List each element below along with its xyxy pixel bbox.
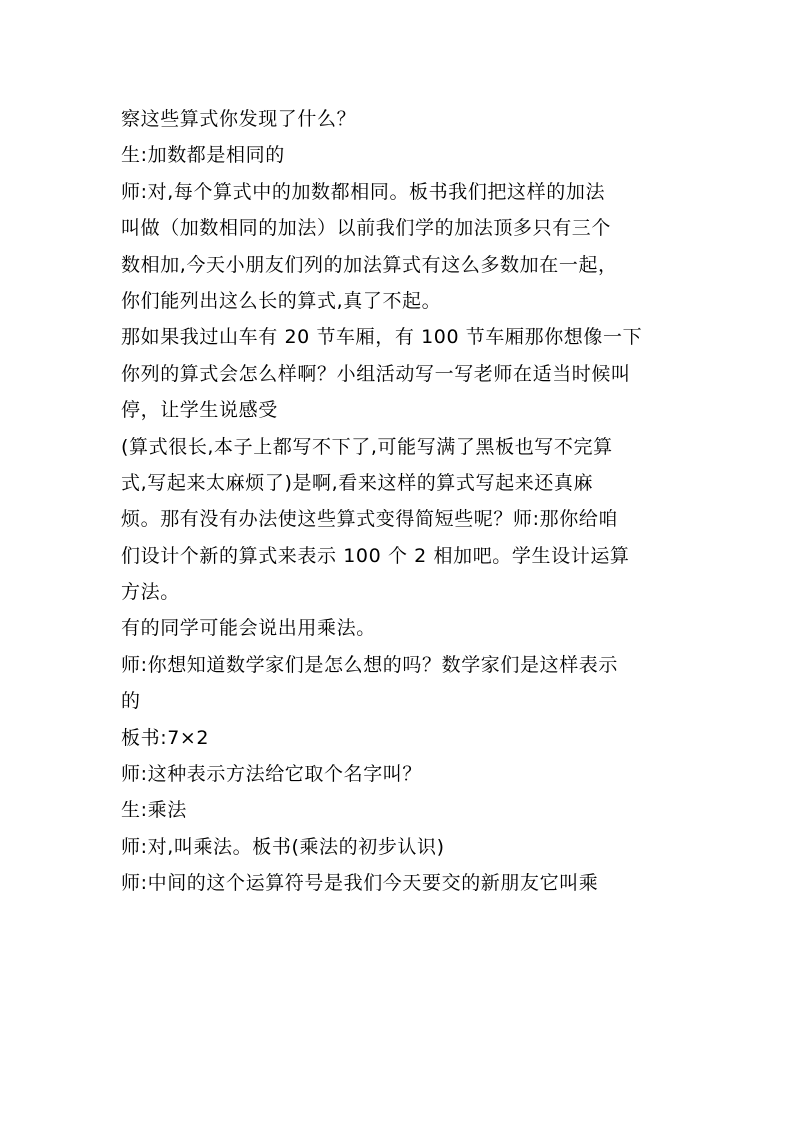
text-line: 师:对,每个算式中的加数都相同。板书我们把这样的加法 — [121, 180, 606, 203]
text-line: 方法。 — [121, 581, 180, 604]
text-line: 式,写起来太麻烦了)是啊,看来这样的算式写起来还真麻 — [121, 471, 594, 494]
text-line: 们设计个新的算式来表示 100 个 2 相加吧。学生设计运算 — [121, 544, 630, 567]
text-line: 板书:7×2 — [121, 726, 210, 749]
text-line: 你们能列出这么长的算式,真了不起。 — [121, 289, 442, 312]
text-line: 师:这种表示方法给它取个名字叫？ — [121, 763, 423, 786]
text-line: 师:你想知道数学家们是怎么想的吗？数学家们是这样表示 — [121, 653, 619, 676]
text-line: 有的同学可能会说出用乘法。 — [121, 617, 376, 640]
text-line: 那如果我过山车有 20 节车厢，有 100 节车厢那你想像一下 — [121, 326, 643, 349]
text-line: 数相加,今天小朋友们列的加法算式有这么多数加在一起， — [121, 253, 618, 276]
text-line: 停，让学生说感受 — [121, 399, 278, 422]
text-line: 你列的算式会怎么样啊？小组活动写一写老师在适当时候叫 — [121, 362, 631, 385]
text-line: 的 — [121, 690, 141, 713]
document-body — [121, 101, 661, 902]
text-line: 生:加数都是相同的 — [121, 144, 285, 167]
text-line: 叫做（加数相同的加法）以前我们学的加法顶多只有三个 — [121, 217, 612, 240]
text-line: (算式很长,本子上都写不下了,可能写满了黑板也写不完算 — [121, 435, 613, 458]
text-line: 师:对,叫乘法。板书(乘法的初步认识) — [121, 835, 445, 858]
text-line: 烦。那有没有办法使这些算式变得简短些呢？师:那你给咱 — [121, 508, 619, 531]
text-line: 生:乘法 — [121, 799, 187, 822]
text-line: 师:中间的这个运算符号是我们今天要交的新朋友它叫乘 — [121, 872, 599, 895]
text-line: 察这些算式你发现了什么？ — [121, 108, 357, 130]
